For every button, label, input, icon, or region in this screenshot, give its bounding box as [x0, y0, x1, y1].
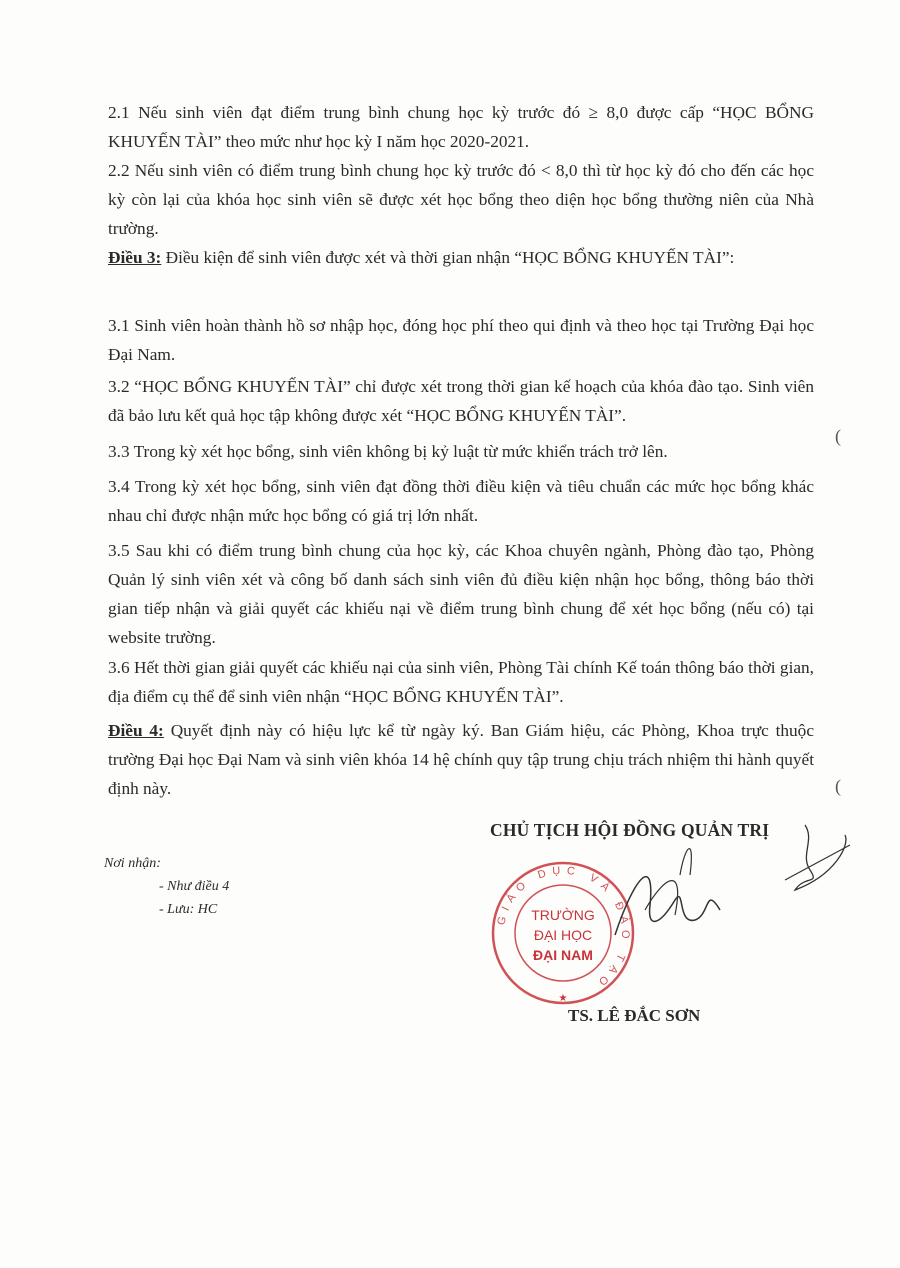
article-4-label: Điều 4: — [108, 721, 164, 740]
clause-3-2: 3.2 “HỌC BỔNG KHUYẾN TÀI” chỉ được xét trong thời gian kế hoạch của khóa đào tạo. Sinh viên đã bảo lưu kết quả học tập không được xét “HỌC BỔNG KHUYẾN TÀI”. — [108, 377, 814, 425]
article-3-label: Điều 3: — [108, 248, 162, 267]
article-3 — [108, 243, 814, 272]
recipient-item: - Như điều 4 — [159, 879, 230, 894]
recipient-item: - Lưu: HC — [159, 902, 218, 917]
signature-title: CHỦ TỊCH HỘI ĐỒNG QUẢN TRỊ — [490, 820, 770, 840]
article-4 — [108, 716, 814, 803]
margin-mark: ( — [835, 776, 841, 796]
clause-3-4: 3.4 Trong kỳ xét học bổng, sinh viên đạt đồng thời điều kiện và tiêu chuẩn các mức học bổng khác nhau chỉ được nhận mức học bổng có giá trị lớn nhất. — [108, 477, 814, 525]
handwritten-signature — [605, 815, 855, 955]
clause-2-2: 2.2 Nếu sinh viên có điểm trung bình chung học kỳ trước đó < 8,0 thì từ học kỳ đó cho đến các học kỳ còn lại của khóa học sinh viên sẽ được xét học bổng theo diện học bổng thường niên của Nhà trường. — [108, 161, 814, 238]
seal-line: ĐẠI NAM — [533, 947, 593, 963]
recipients-heading: Nơi nhận: — [104, 856, 161, 871]
article-4-text: Quyết định này có hiệu lực kể từ ngày ký. Ban Giám hiệu, các Phòng, Khoa trực thuộc trường Đại học Đại Nam và sinh viên khóa 14 hệ chính quy tập trung chịu trách nhiệm thi hành quyết định này. — [108, 721, 814, 798]
signer-name: TS. LÊ ĐẮC SƠN — [568, 1006, 701, 1025]
svg-text:★: ★ — [558, 993, 568, 1004]
seal-ring-text: GIÁO DỤC VÀ ĐÀO TẠO — [495, 864, 632, 992]
recipients-block — [104, 852, 229, 921]
clause-2-1: 2.1 Nếu sinh viên đạt điểm trung bình chung học kỳ trước đó ≥ 8,0 được cấp “HỌC BỔNG KHUYẾN TÀI” theo mức như học kỳ I năm học 2020-2021. — [108, 103, 814, 151]
clause-3-5: 3.5 Sau khi có điểm trung bình chung của học kỳ, các Khoa chuyên ngành, Phòng đào tạo, Phòng Quản lý sinh viên xét và công bố danh sách sinh viên đủ điều kiện nhận học bổng, thông báo thời gian tiếp nhận và giải quyết các khiếu nại về điểm trung bình chung để xét học bổng (nếu có) tại website trường. — [108, 541, 814, 647]
seal-line: ĐẠI HỌC — [533, 927, 593, 943]
clause-3-1: 3.1 Sinh viên hoàn thành hồ sơ nhập học, đóng học phí theo qui định và theo học tại Trường Đại học Đại Nam. — [108, 316, 814, 364]
seal-line: TRƯỜNG — [531, 907, 595, 923]
clause-3-3: 3.3 Trong kỳ xét học bổng, sinh viên không bị kỷ luật từ mức khiển trách trở lên. — [108, 442, 668, 461]
margin-mark: ( — [835, 426, 841, 446]
article-3-text: Điều kiện để sinh viên được xét và thời gian nhận “HỌC BỔNG KHUYẾN TÀI”: — [165, 248, 735, 267]
clause-3-6: 3.6 Hết thời gian giải quyết các khiếu nại của sinh viên, Phòng Tài chính Kế toán thông báo thời gian, địa điểm cụ thể để sinh viên nhận “HỌC BỔNG KHUYẾN TÀI”. — [108, 658, 814, 706]
